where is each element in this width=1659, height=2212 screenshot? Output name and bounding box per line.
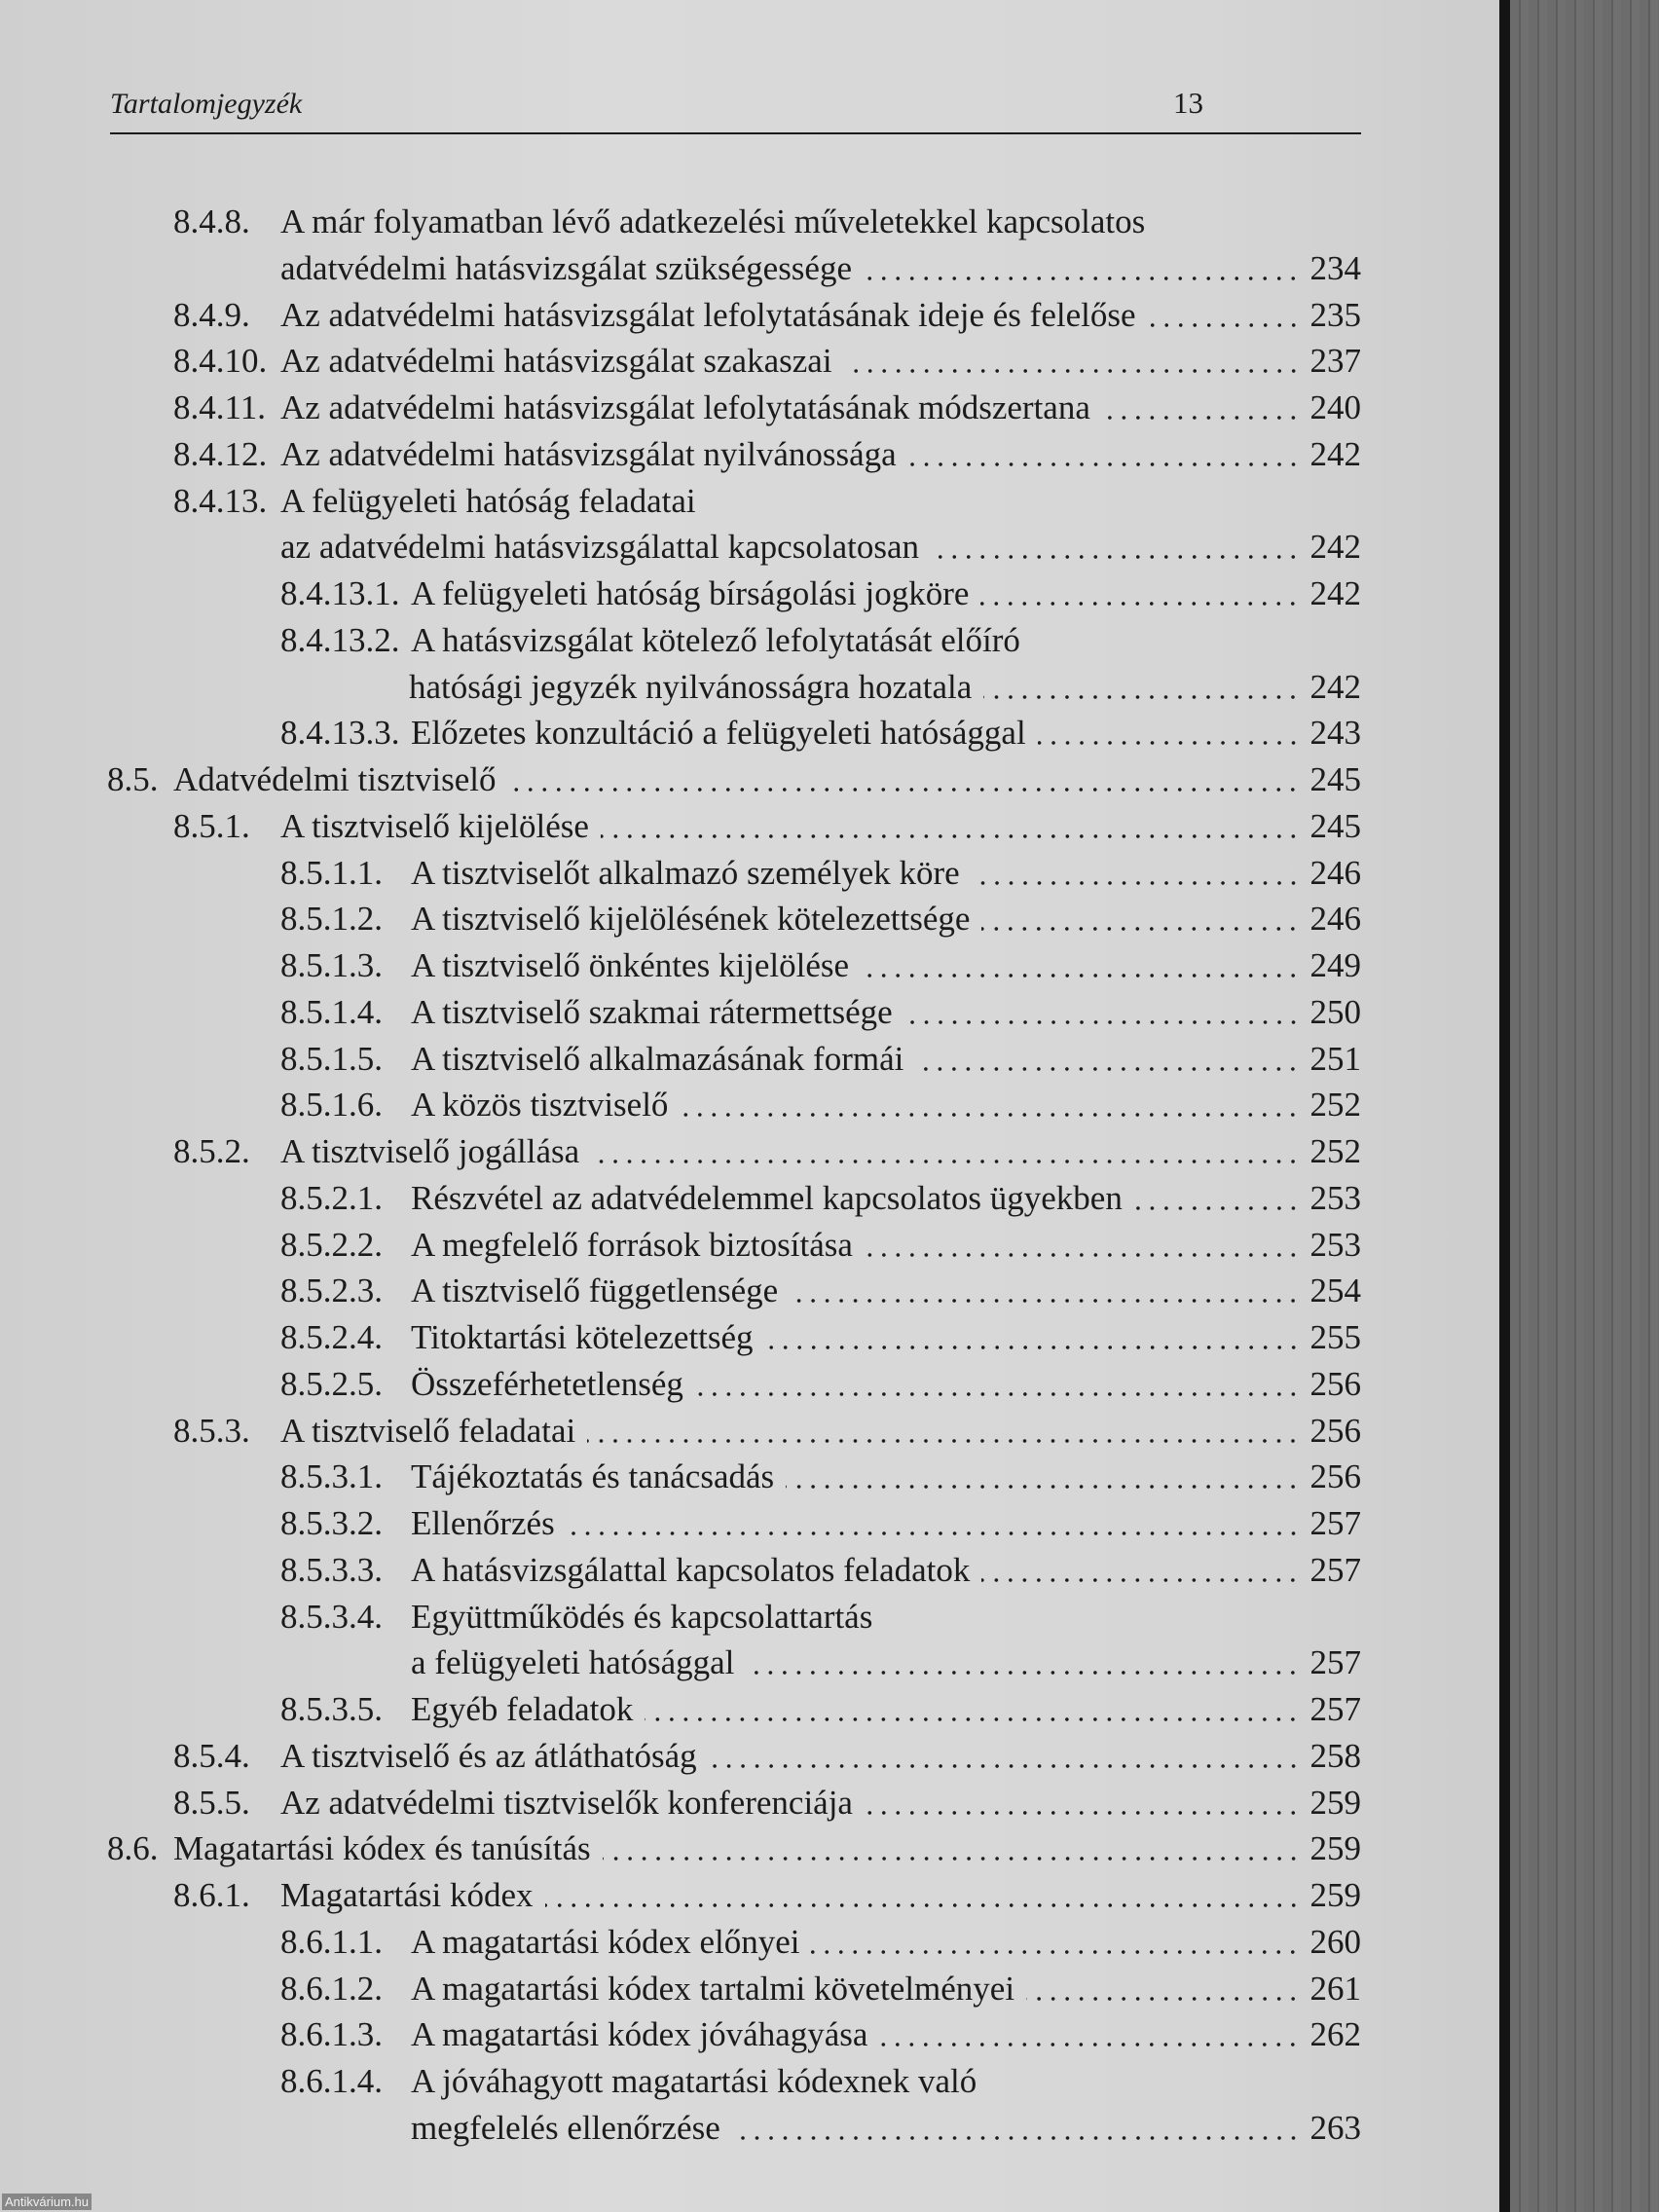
toc-line: [0, 756, 1361, 803]
toc-entry-title: Egyéb feladatok: [411, 1690, 634, 1728]
dot-leader: [972, 850, 1301, 897]
toc-line: [0, 617, 1361, 664]
dot-leader: [864, 245, 1300, 292]
toc-entry-number: 8.5.1.3.: [280, 946, 383, 984]
dot-leader: [1026, 1966, 1300, 2012]
dot-leader: [983, 664, 1300, 711]
toc-entry-number: 8.4.9.: [173, 295, 250, 334]
toc-line: [0, 803, 1361, 850]
dot-leader: [865, 1780, 1301, 1826]
toc-line: [0, 1268, 1361, 1314]
toc-entry-number: 8.5.: [107, 760, 159, 798]
toc-entry-number: 8.4.13.1.: [280, 574, 400, 612]
dot-leader: [765, 1314, 1301, 1361]
toc-line: [0, 850, 1361, 897]
dot-leader: [645, 1686, 1300, 1733]
toc-entry-title: A tisztviselő jogállása: [280, 1132, 580, 1170]
toc-entry-title: Összeférhetetlenség: [411, 1364, 683, 1403]
toc-entry-number: 8.6.: [107, 1829, 159, 1868]
dot-leader: [709, 1733, 1301, 1780]
toc-entry-title: A magatartási kódex tartalmi követelményei: [411, 1969, 1015, 2008]
dot-leader: [915, 1036, 1300, 1083]
toc-line: [0, 1036, 1361, 1083]
toc-entry-title: Előzetes konzultáció a felügyeleti hatósággal: [411, 714, 1026, 753]
toc-entry-page: 257: [1309, 1550, 1361, 1589]
toc-entry-title: a felügyeleti hatósággal: [411, 1643, 735, 1682]
toc-line: [0, 478, 1361, 525]
toc-entry-number: 8.4.11.: [173, 388, 266, 426]
toc-entry-page: 252: [1309, 1086, 1361, 1124]
toc-entry-page: 258: [1309, 1736, 1361, 1775]
toc-line: [0, 2105, 1361, 2152]
toc-line: [0, 1314, 1361, 1361]
toc-line: [0, 199, 1361, 245]
toc-entry-title: A felügyeleti hatóság bírságolási jogköre: [411, 574, 970, 612]
toc-entry-page: 234: [1309, 248, 1361, 287]
toc-line: [0, 1825, 1361, 1872]
toc-entry-page: 259: [1309, 1829, 1361, 1868]
toc-entry-number: 8.5.1.4.: [280, 992, 383, 1031]
toc-entry-title: Adatvédelmi tisztviselő: [173, 760, 497, 798]
toc-entry-number: 8.5.2.1.: [280, 1178, 383, 1217]
dot-leader: [567, 1500, 1301, 1547]
toc-entry-number: 8.5.1.: [173, 806, 250, 845]
toc-entry-page: 246: [1309, 900, 1361, 939]
toc-entry-title: A tisztviselőt alkalmazó személyek köre: [411, 853, 960, 892]
dot-leader: [790, 1268, 1300, 1314]
toc-line: [0, 942, 1361, 989]
toc-line: [0, 989, 1361, 1036]
toc-entry-title: Magatartási kódex és tanúsítás: [173, 1829, 591, 1868]
toc-entry-page: 256: [1309, 1411, 1361, 1450]
toc-line: [0, 1222, 1361, 1269]
toc-entry-page: 242: [1309, 667, 1361, 706]
toc-entry-page: 261: [1309, 1969, 1361, 2008]
toc-entry-page: 242: [1309, 434, 1361, 473]
toc-entry-number: 8.5.4.: [173, 1736, 250, 1775]
page-number: 13: [1173, 86, 1203, 120]
toc-entry-title: A tisztviselő függetlensége: [411, 1272, 779, 1310]
toc-line: [0, 1361, 1361, 1408]
toc-entry-page: 254: [1309, 1272, 1361, 1310]
toc-entry-page: 237: [1309, 342, 1361, 381]
dot-leader: [1134, 1175, 1301, 1222]
toc-entry-number: 8.4.10.: [173, 342, 268, 381]
toc-entry-title: A jóváhagyott magatartási kódexnek való: [411, 2062, 977, 2100]
toc-entry-title: A magatartási kódex jóváhagyása: [411, 2015, 868, 2054]
toc-line: [0, 1780, 1361, 1826]
dot-leader: [680, 1082, 1300, 1128]
toc-line: [0, 338, 1361, 385]
toc-entry-number: 8.4.13.2.: [280, 620, 400, 659]
dot-leader: [879, 2011, 1300, 2058]
toc-entry-title: A tisztviselő és az átláthatóság: [280, 1736, 697, 1775]
toc-entry-number: 8.4.12.: [173, 434, 268, 473]
toc-line: [0, 1454, 1361, 1500]
dot-leader: [865, 1222, 1301, 1269]
dot-leader: [811, 1919, 1300, 1966]
dot-leader: [980, 571, 1300, 617]
toc-entry-page: 251: [1309, 1039, 1361, 1078]
toc-entry-page: 259: [1309, 1783, 1361, 1822]
dot-leader: [545, 1872, 1301, 1919]
toc-entry-page: 262: [1309, 2015, 1361, 2054]
dot-leader: [1038, 710, 1301, 756]
toc-entry-title: Az adatvédelmi tisztviselők konferenciája: [280, 1783, 853, 1822]
toc-entry-title: Együttműködés és kapcsolattartás: [411, 1597, 873, 1636]
dot-leader: [746, 1640, 1300, 1686]
toc-entry-title: A magatartási kódex előnyei: [411, 1922, 800, 1961]
toc-entry-title: A hatásvizsgálattal kapcsolatos feladatok: [411, 1550, 971, 1589]
toc-line: [0, 1082, 1361, 1128]
toc-entry-title: hatósági jegyzék nyilvánosságra hozatala: [409, 667, 973, 706]
toc-entry-page: 259: [1309, 1876, 1361, 1914]
dot-leader: [908, 431, 1301, 478]
toc-entry-title: A közös tisztviselő: [411, 1086, 669, 1124]
toc-entry-number: 8.6.1.: [173, 1876, 250, 1914]
toc-entry-page: 260: [1309, 1922, 1361, 1961]
dot-leader: [861, 942, 1300, 989]
toc-entry-title: Az adatvédelmi hatásvizsgálat szakaszai: [280, 342, 832, 381]
toc-entry-number: 8.5.2.: [173, 1132, 250, 1170]
dot-leader: [601, 803, 1301, 850]
toc-line: [0, 1872, 1361, 1919]
toc-line: [0, 1175, 1361, 1222]
toc-entry-title: Az adatvédelmi hatásvizsgálat lefolytatásának módszertana: [280, 388, 1090, 426]
dot-leader: [587, 1408, 1300, 1455]
toc-line: [0, 524, 1361, 571]
toc-entry-page: 242: [1309, 528, 1361, 567]
toc-entry-number: 8.5.2.2.: [280, 1225, 383, 1264]
toc-entry-title: A tisztviselő kijelölésének kötelezettsége: [411, 900, 971, 939]
toc-entry-number: 8.5.5.: [173, 1783, 250, 1822]
dot-leader: [507, 756, 1300, 803]
toc-line: [0, 710, 1361, 756]
toc-line: [0, 1408, 1361, 1455]
toc-entry-number: 8.5.2.4.: [280, 1318, 383, 1356]
toc-entry-title: A már folyamatban lévő adatkezelési műveletekkel kapcsolatos: [280, 203, 1146, 240]
toc-line: [0, 1686, 1361, 1733]
toc-entry-title: Magatartási kódex: [280, 1876, 534, 1914]
toc-entry-title: Részvétel az adatvédelemmel kapcsolatos ügyekben: [411, 1178, 1123, 1217]
toc-entry-number: 8.6.1.1.: [280, 1922, 383, 1961]
toc-line: [0, 2058, 1361, 2105]
toc-entry-title: Ellenőrzés: [411, 1504, 555, 1542]
dot-leader: [1148, 292, 1301, 339]
toc-entry-page: 257: [1309, 1643, 1361, 1682]
toc-entry-page: 242: [1309, 574, 1361, 612]
toc-entry-number: 8.5.3.1.: [280, 1457, 383, 1496]
dot-leader: [732, 2105, 1301, 2152]
toc-entry-title: A hatásvizsgálat kötelező lefolytatását előíró: [411, 620, 1020, 659]
toc-entry-page: 243: [1309, 714, 1361, 753]
toc-line: [0, 896, 1361, 942]
dot-leader: [904, 989, 1301, 1036]
toc-line: [0, 2011, 1361, 2058]
toc-entry-title: az adatvédelmi hatásvizsgálattal kapcsolatosan: [280, 528, 919, 567]
toc-entry-title: A tisztviselő kijelölése: [280, 806, 589, 845]
dot-leader: [786, 1454, 1300, 1500]
toc-entry-title: A tisztviselő alkalmazásának formái: [411, 1039, 904, 1078]
toc-line: [0, 1640, 1361, 1686]
toc-line: [0, 664, 1361, 711]
toc-entry-page: 253: [1309, 1225, 1361, 1264]
toc-entry-number: 8.4.13.3.: [280, 714, 400, 753]
toc-entry-number: 8.5.2.5.: [280, 1364, 383, 1403]
toc-entry-number: 8.5.1.6.: [280, 1086, 383, 1124]
toc-line: [0, 385, 1361, 431]
toc-entry-title: A felügyeleti hatóság feladatai: [280, 481, 696, 520]
toc-line: [0, 1547, 1361, 1594]
toc-entry-number: 8.6.1.3.: [280, 2015, 383, 2054]
dot-leader: [1102, 385, 1301, 431]
toc-line: [0, 1733, 1361, 1780]
toc-entry-title: Tájékoztatás és tanácsadás: [411, 1457, 775, 1496]
toc-entry-page: 257: [1309, 1504, 1361, 1542]
toc-entry-number: 8.5.1.5.: [280, 1039, 383, 1078]
toc-entry-title: A tisztviselő önkéntes kijelölése: [411, 946, 850, 984]
toc-line: [0, 431, 1361, 478]
toc-line: [0, 245, 1361, 292]
toc-entry-number: 8.5.1.2.: [280, 900, 383, 939]
toc-entry-page: 253: [1309, 1178, 1361, 1217]
dot-leader: [591, 1128, 1300, 1175]
toc-entry-number: 8.5.3.: [173, 1411, 250, 1450]
toc-entry-page: 249: [1309, 946, 1361, 984]
toc-entry-number: 8.6.1.2.: [280, 1969, 383, 2008]
toc-line: [0, 571, 1361, 617]
toc-entry-title: A tisztviselő szakmai rátermettsége: [411, 992, 893, 1031]
toc-entry-page: 240: [1309, 388, 1361, 426]
dot-leader: [931, 524, 1301, 571]
toc-entry-page: 245: [1309, 806, 1361, 845]
toc-entry-page: 245: [1309, 760, 1361, 798]
dot-leader: [603, 1825, 1301, 1872]
toc-entry-page: 257: [1309, 1690, 1361, 1728]
toc-entry-title: Az adatvédelmi hatásvizsgálat lefolytatásának ideje és felelőse: [280, 295, 1136, 334]
toc-entry-number: 8.5.3.4.: [280, 1597, 383, 1636]
toc-entry-number: 8.4.8.: [173, 203, 250, 240]
toc-entry-title: A megfelelő források biztosítása: [411, 1225, 853, 1264]
toc-line: [0, 1919, 1361, 1966]
toc-entry-number: 8.5.2.3.: [280, 1272, 383, 1310]
toc-entry-number: 8.5.3.3.: [280, 1550, 383, 1589]
toc-entry-page: 246: [1309, 853, 1361, 892]
book-fore-edge: [1510, 0, 1659, 2212]
toc-line: [0, 1966, 1361, 2012]
toc-line: [0, 1500, 1361, 1547]
dot-leader: [981, 896, 1300, 942]
toc-entry-page: 252: [1309, 1132, 1361, 1170]
toc-line: [0, 292, 1361, 339]
toc-entry-number: 8.5.1.1.: [280, 853, 383, 892]
toc-entry-page: 263: [1309, 2108, 1361, 2147]
toc-entry-page: 250: [1309, 992, 1361, 1031]
toc-entry-title: A tisztviselő feladatai: [280, 1411, 576, 1450]
page-edge-shadow: [1499, 0, 1510, 2212]
running-header-title: Tartalomjegyzék: [110, 88, 303, 120]
toc-entry-page: 256: [1309, 1457, 1361, 1496]
toc-entry-title: adatvédelmi hatásvizsgálat szükségessége: [280, 248, 853, 287]
toc-entry-number: 8.5.3.5.: [280, 1690, 383, 1728]
toc-entry-page: 235: [1309, 295, 1361, 334]
toc-entry-number: 8.4.13.: [173, 481, 268, 520]
toc-line: [0, 1128, 1361, 1175]
toc-line: [0, 1594, 1361, 1641]
toc-entry-title: megfelelés ellenőrzése: [411, 2108, 720, 2147]
dot-leader: [981, 1547, 1300, 1594]
toc-entry-number: 8.5.3.2.: [280, 1504, 383, 1542]
header-rule: [110, 132, 1361, 134]
watermark: Antikvárium.hu: [2, 2194, 92, 2210]
toc-entry-number: 8.6.1.4.: [280, 2062, 383, 2100]
toc-entry-page: 256: [1309, 1364, 1361, 1403]
toc-entry-title: Titoktartási kötelezettség: [411, 1318, 754, 1356]
dot-leader: [695, 1361, 1301, 1408]
toc-entry-title: Az adatvédelmi hatásvizsgálat nyilvánossága: [280, 434, 897, 473]
dot-leader: [844, 338, 1301, 385]
toc-entry-page: 255: [1309, 1318, 1361, 1356]
